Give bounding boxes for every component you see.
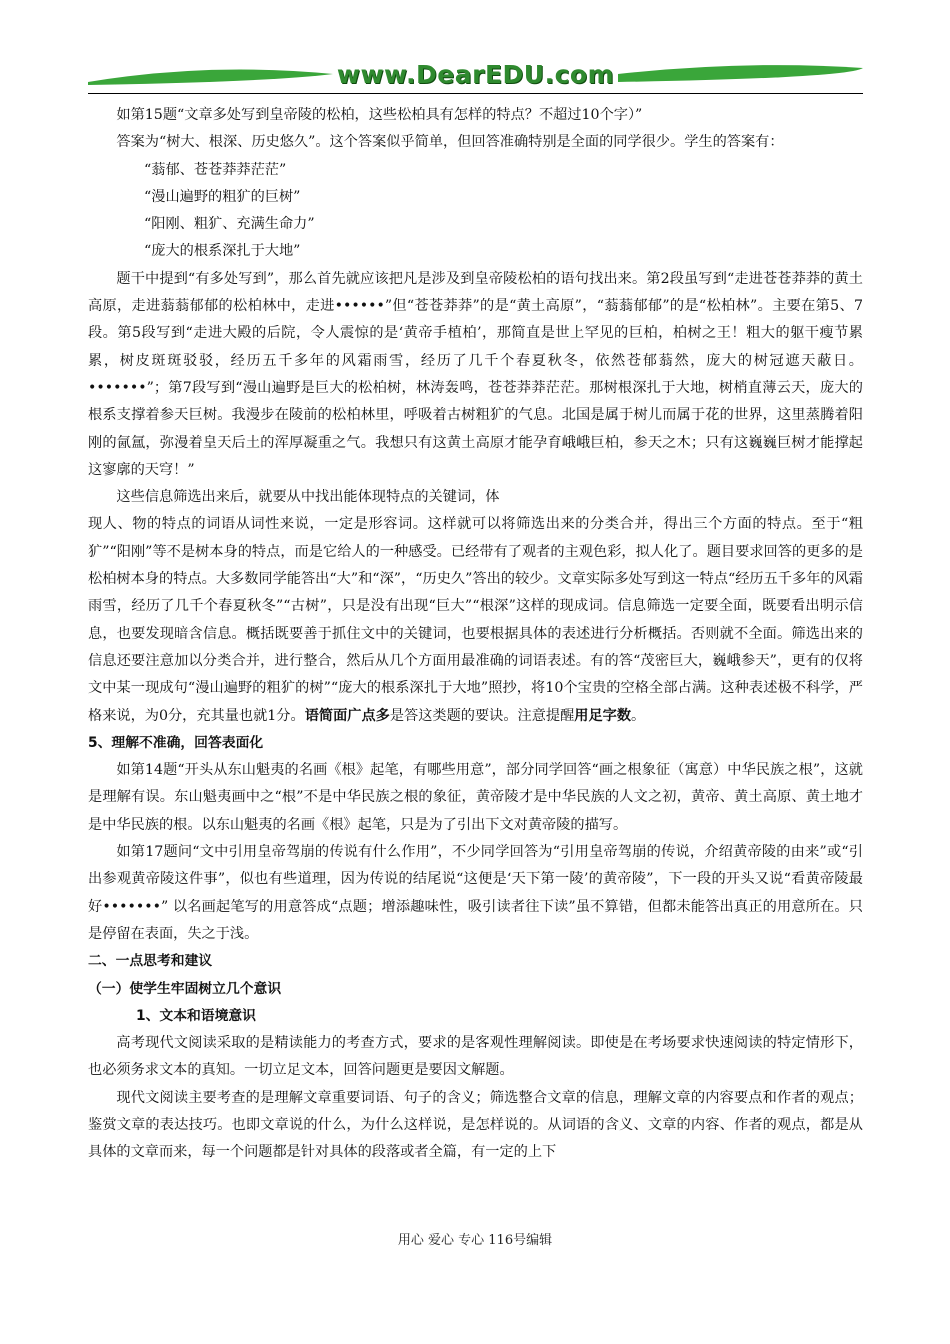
paragraph: 答案为“树大、根深、历史悠久”。这个答案似乎简单，但回答准确特别是全面的同学很少。学生的答案有：: [116, 134, 784, 151]
paragraph: 如第15题“文章多处写到皇帝陵的松柏，这些松柏具有怎样的特点？不超过10个字）”: [116, 107, 643, 123]
text-run: 是答这类题的要诀。注意提醒: [389, 707, 575, 724]
page-footer: 用心 爱心 专心 116号编辑: [397, 1233, 553, 1248]
bold-text: 语简面广点多: [304, 707, 390, 724]
section-heading: 5、理解不准确，回答表面化: [88, 734, 264, 751]
subsection-heading: 1、文本和语境意识: [136, 1007, 256, 1024]
section-heading: 二、一点思考和建议: [88, 953, 213, 970]
text-run: 。: [631, 707, 646, 724]
paragraph: [88, 511, 863, 729]
student-answer: “漫山遍野的粗犷的巨树”: [144, 188, 301, 205]
paragraph: 这些信息筛选出来后，就要从中找出能体现特点的关键词，体: [116, 489, 500, 506]
paragraph: 高考现代文阅读采取的是精读能力的考查方式，要求的是客观性理解阅读。即使是在考场要求快速阅读的特定情形下，也必须务求文本的真知。一切立足文本，回答问题更是要因文解题。: [88, 1035, 863, 1079]
student-answer: “蓊郁、苍苍莽莽茫茫”: [144, 161, 287, 178]
student-answer: “庞大的根系深扎于大地”: [144, 243, 301, 260]
text-run: 现人、物的特点的词语从词性来说，一定是形容词。这样就可以将筛选出来的分类合并，得出三个方面的特点。至于“粗犷”“阳刚”等不是树本身的特点，而是它给人的一种感受。已经带有了观者的主观色彩，拟人化了。题目要求回答的更多的是松柏树本身的特点。大多数同学能答出“大”和“深”，“历史久”答出的较少。文章实际多处写到这一特点“经历五千多年的风霜雨雪，经历了几千个春夏秋冬”“古树”，只是没有出现“巨大”“根深”这样的现成词。信息筛选一定要全面，既要看出明示信息，也要发现暗含信息。概括既要善于抓住文中的关键词，也要根据具体的表述进行分析概括。否则就不全面。筛选出来的信息还要注意加以分类合并，进行整合，然后从几个方面用最准确的词语表述。有的答“茂密巨大，巍峨参天”，更有的仅将文中某一现成句“漫山遍野的粗犷的树”“庞大的根系深扎于大地”照抄，将10个宝贵的空格全部占满。这种表述极不科学，严格来说，为0分，充其量也就1分。: [88, 516, 863, 724]
document-body: [88, 102, 863, 1167]
header-divider: [88, 93, 863, 94]
site-header: [88, 58, 863, 94]
subsection-heading: （一）使学生牢固树立几个意识: [88, 980, 282, 997]
paragraph: 如第17题问“文中引用皇帝驾崩的传说有什么作用”，不少同学回答为“引用皇帝驾崩的传说，介绍黄帝陵的由来”或“引出参观黄帝陵这件事”，似也有些道理，因为传说的结尾说“这便是‘天下第一陵’的黄帝陵”，下一段的开头又说“看黄帝陵最好•••••••” 以名画起笔写的用意答成“点题；增添趣味性，吸引读者往下读”虽不算错，但都未能答出真正的用意所在。只是停留在表面，失之于浅。: [88, 844, 863, 942]
paragraph: 如第14题“开头从东山魁夷的名画《根》起笔，有哪些用意”，部分同学回答“画之根象征（寓意）中华民族之根”，这就是理解有误。东山魁夷画中之“根”不是中华民族之根的象征，黄帝陵才是中华民族的人文之初，黄帝、黄土高原、黄土地才是中华民族的根。以东山魁夷的名画《根》起笔，只是为了引出下文对黄帝陵的描写。: [88, 762, 863, 833]
bold-text: 用足字数: [574, 707, 632, 724]
paragraph: 题干中提到“有多处写到”，那么首先就应该把凡是涉及到皇帝陵松柏的语句找出来。第2段虽写到“走进苍苍莽莽的黄土高原，走进蓊蓊郁郁的松柏林中，走进••••••”但“苍苍莽莽”的是“黄土高原”，“蓊蓊郁郁”的是“松柏林”。主要在第5、7段。第5段写到“走进大殿的后院，令人震惊的是‘黄帝手植柏’，那简直是世上罕见的巨柏，柏树之王！粗大的躯干瘦节累累，树皮斑斑驳驳，经历五千多年的风霜雨雪，经历了几千个春夏秋冬，依然苍郁蓊然，庞大的树冠遮天蔽日。•••••••”；第7段写到“漫山遍野是巨大的松柏树，林涛轰鸣，苍苍莽莽茫茫。那树根深扎于大地，树梢直薄云天，庞大的根系支撑着参天巨树。我漫步在陵前的松柏林里，呼吸着古树粗犷的气息。北国是属于树儿而属于花的世界，这里蒸腾着阳刚的氤氲，弥漫着皇天后土的浑厚凝重之气。我想只有这黄土高原才能孕育峨峨巨柏，参天之木；只有这巍巍巨树才能撑起这寥廓的天穹！”: [88, 270, 863, 478]
paragraph: 现代文阅读主要考查的是理解文章重要词语、句子的含义；筛选整合文章的信息，理解文章的内容要点和作者的观点；鉴赏文章的表达技巧。也即文章说的什么，为什么这样说，是怎样说的。从词语的含义、文章的内容、作者的观点，都是从具体的文章而来，每一个问题都是针对具体的段落或者全篇，有一定的上下: [88, 1089, 863, 1161]
site-logo[interactable]: www.DearEDU.com: [336, 60, 615, 89]
student-answer: “阳刚、粗犷、充满生命力”: [144, 216, 315, 233]
